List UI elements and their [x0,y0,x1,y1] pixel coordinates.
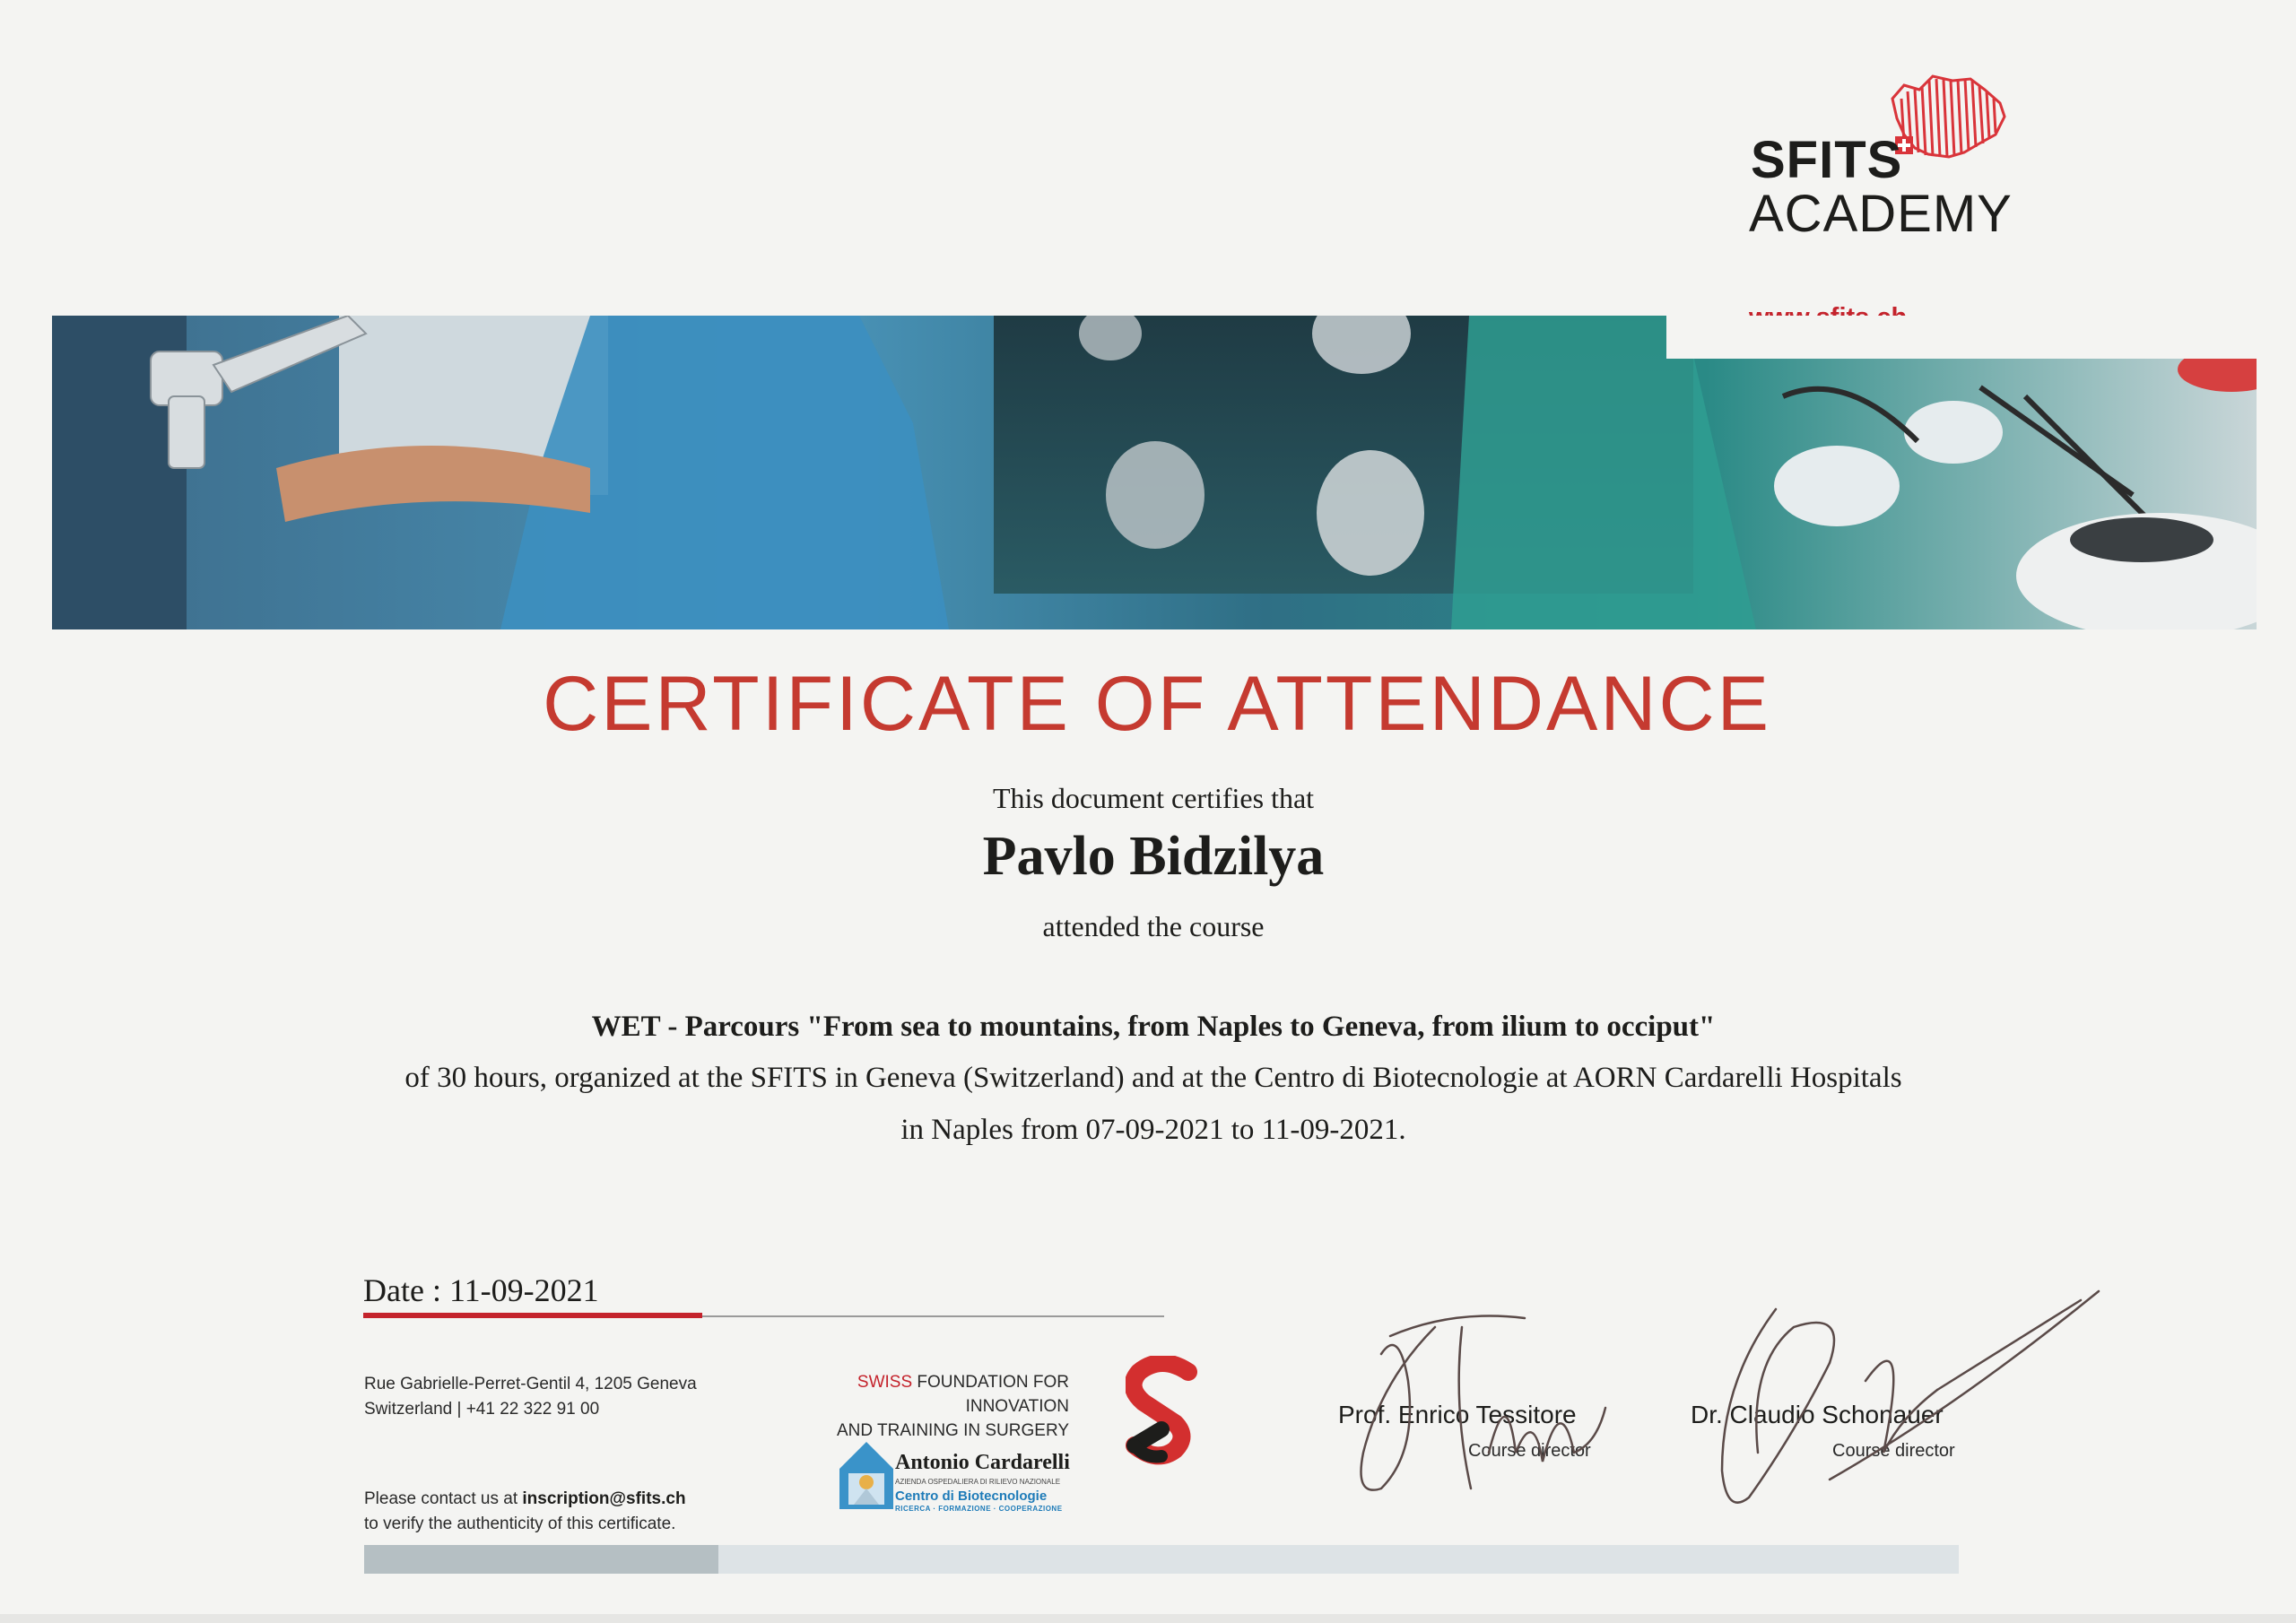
handwritten-signatures [1327,1273,2117,1542]
foundation-s-logo-icon [1126,1356,1197,1465]
signatory-1-role: Course director [1468,1441,1591,1461]
contact-email-link[interactable]: inscription@sfits.ch [522,1489,686,1508]
attended-text: attended the course [1042,910,1265,942]
footer-bar-accent [364,1545,718,1574]
foundation-name [753,1370,1069,1443]
cardarelli-name: Antonio Cardarelli [895,1451,1070,1474]
logo-line-sfits: SFITS [1751,131,1903,189]
cardarelli-footer: RICERCA · FORMAZIONE · COOPERAZIONE [895,1505,1063,1513]
address-line-1: Rue Gabrielle-Perret-Gentil 4, 1205 Geneva [364,1375,697,1393]
course-details-line-1: of 30 hours, organized at the SFITS in Geneva (Switzerland) and at the Centro di Biotecnologie at AORN Cardarelli Hospitals [404,1062,1902,1094]
course-details-line-2: in Naples from 07-09-2021 to 11-09-2021. [900,1114,1406,1146]
foundation-line-2: AND TRAINING IN SURGERY [836,1421,1069,1440]
cardarelli-subtitle: AZIENDA OSPEDALIERA DI RILIEVO NAZIONALE [895,1478,1061,1486]
recipient-name: Pavlo Bidzilya [982,826,1325,887]
signatory-2-role: Course director [1832,1441,1955,1461]
certificate-date: Date : 11-09-2021 [363,1272,599,1308]
address-line-2: Switzerland | +41 22 322 91 00 [364,1400,600,1419]
verification-contact [364,1487,686,1537]
signatory-2-name: Dr. Claudio Schonauer [1691,1401,1944,1428]
logo-line-academy: ACADEMY [1749,185,2013,243]
contact-line-2: to verify the authenticity of this certificate. [364,1515,676,1533]
foundation-swiss: SWISS [857,1373,913,1392]
certifies-text: This document certifies that [992,782,1315,814]
academy-address [364,1372,697,1422]
date-underline-accent [363,1313,702,1318]
surgery-banner-image [52,316,2257,629]
contact-prefix: Please contact us at [364,1489,523,1508]
signatory-1-name: Prof. Enrico Tessitore [1338,1401,1577,1428]
course-title: WET - Parcours "From sea to mountains, from Naples to Geneva, from ilium to occiput" [591,1011,1716,1043]
certificate-title: CERTIFICATE OF ATTENDANCE [543,661,1771,747]
cardarelli-centro: Centro di Biotecnologie [895,1488,1048,1504]
foundation-rest: FOUNDATION FOR INNOVATION [912,1373,1069,1416]
scan-edge [0,1614,2296,1623]
